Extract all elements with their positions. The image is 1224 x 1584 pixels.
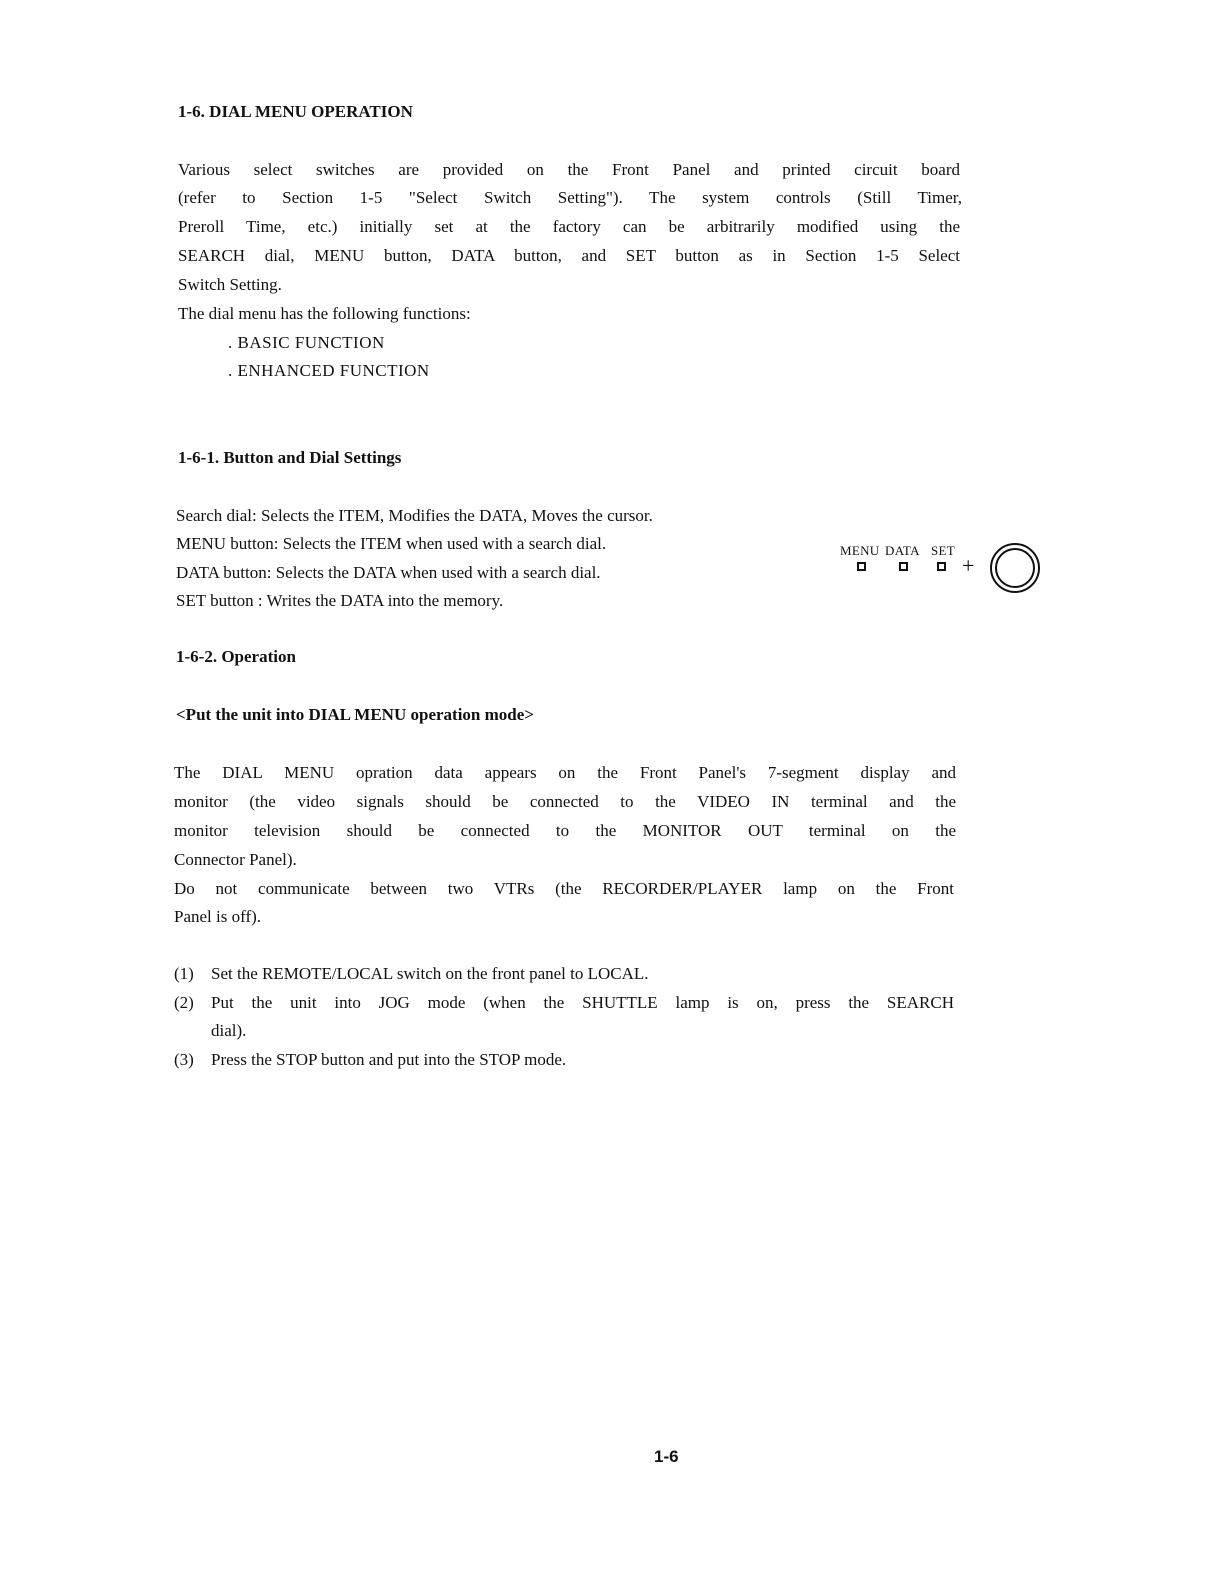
paragraph-line: Connector Panel). — [174, 850, 297, 869]
subheading: <Put the unit into DIAL MENU operation mode> — [176, 705, 534, 724]
intro-line: (refer to Section 1-5 "Select Switch Setting"). The system controls (Still Timer, — [178, 188, 962, 207]
paragraph-line: monitor television should be connected to the MONITOR OUT terminal on the — [174, 821, 956, 840]
setting-row-search-dial: Search dial: Selects the ITEM, Modifies the DATA, Moves the cursor. — [176, 506, 653, 525]
step-number: (3) — [174, 1050, 194, 1069]
subsection-heading: 1-6-1. Button and Dial Settings — [178, 448, 402, 467]
step-text: Set the REMOTE/LOCAL switch on the front panel to LOCAL. — [211, 964, 649, 983]
step-text: dial). — [211, 1021, 247, 1040]
functions-intro: The dial menu has the following functions: — [178, 304, 471, 323]
function-item: . ENHANCED FUNCTION — [228, 361, 430, 380]
menu-button-icon — [857, 562, 866, 571]
intro-line: SEARCH dial, MENU button, DATA button, and SET button as in Section 1-5 Select — [178, 246, 960, 265]
set-label: SET — [931, 543, 956, 558]
data-button-icon — [899, 562, 908, 571]
setting-row-data-button: DATA button: Selects the DATA when used with a search dial. — [176, 563, 601, 582]
paragraph-line: Do not communicate between two VTRs (the RECORDER/PLAYER lamp on the Front — [174, 879, 954, 898]
intro-line: Preroll Time, etc.) initially set at the factory can be arbitrarily modified using the — [178, 217, 960, 236]
paragraph-line: monitor (the video signals should be connected to the VIDEO IN terminal and the — [174, 792, 956, 811]
subsection-heading: 1-6-2. Operation — [176, 647, 296, 666]
step-text: Put the unit into JOG mode (when the SHUTTLE lamp is on, press the SEARCH — [211, 993, 954, 1012]
plus-icon: + — [962, 553, 975, 578]
control-panel-illustration — [838, 538, 1048, 598]
function-item: . BASIC FUNCTION — [228, 333, 385, 352]
setting-row-menu-button: MENU button: Selects the ITEM when used with a search dial. — [176, 534, 607, 553]
paragraph-line: Panel is off). — [174, 907, 262, 926]
search-dial-inner-icon — [995, 548, 1035, 588]
section-heading: 1-6. DIAL MENU OPERATION — [178, 102, 413, 121]
step-number: (2) — [174, 993, 194, 1012]
set-button-icon — [937, 562, 946, 571]
setting-row-set-button: SET button : Writes the DATA into the memory. — [176, 591, 504, 610]
step-number: (1) — [174, 964, 194, 983]
menu-label: MENU — [840, 543, 880, 558]
step-text: Press the STOP button and put into the STOP mode. — [211, 1050, 567, 1069]
data-label: DATA — [885, 543, 920, 558]
intro-line: Various select switches are provided on the Front Panel and printed circuit board — [178, 160, 960, 179]
paragraph-line: The DIAL MENU opration data appears on the Front Panel's 7-segment display and — [174, 763, 956, 782]
intro-line: Switch Setting. — [178, 275, 282, 294]
page-number: 1-6 — [654, 1447, 679, 1466]
